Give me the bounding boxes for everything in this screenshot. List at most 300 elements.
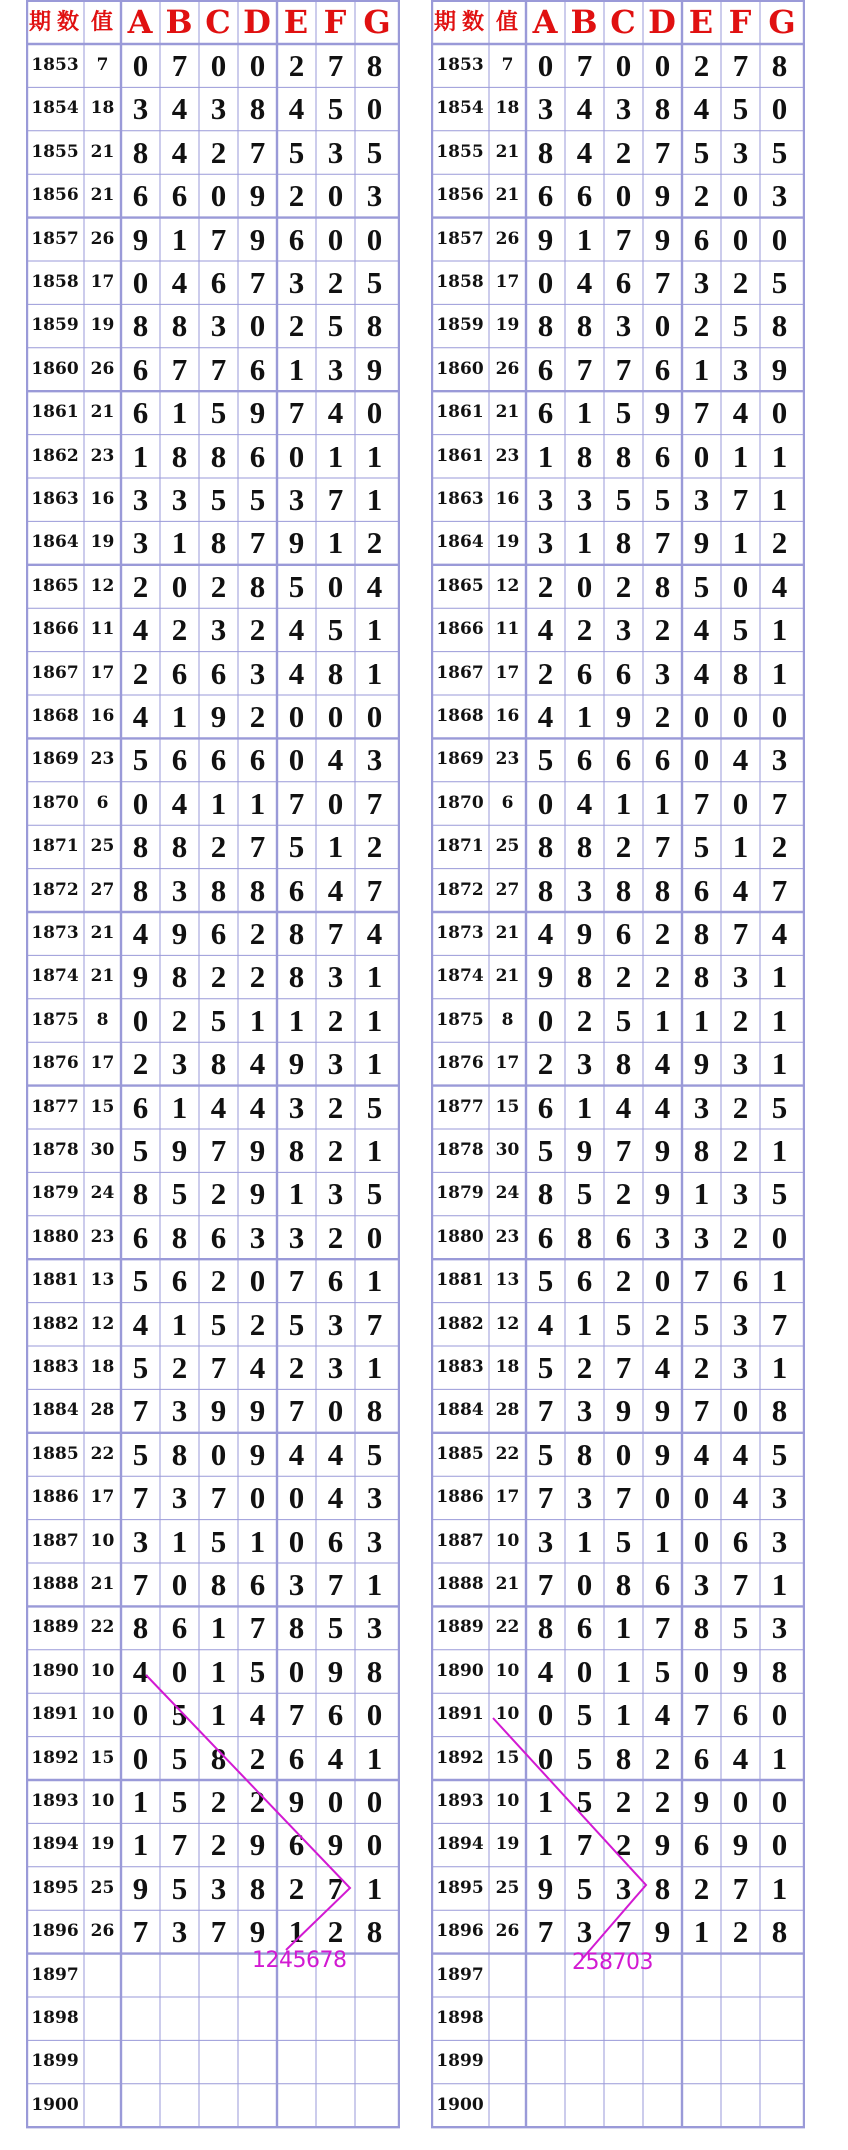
- digit-cell: 8: [615, 525, 632, 561]
- digit-cell: 4: [132, 1653, 149, 1689]
- sum-value: 11: [495, 619, 520, 640]
- digit-cell: 1: [771, 655, 788, 691]
- digit-cell: 3: [693, 482, 710, 517]
- digit-cell: 8: [693, 916, 710, 951]
- digit-cell: 4: [327, 395, 344, 431]
- digit-cell: 8: [171, 438, 188, 474]
- digit-cell: 2: [210, 829, 227, 865]
- sum-value: 26: [495, 228, 520, 249]
- digit-cell: 9: [654, 1914, 671, 1950]
- digit-cell: 8: [366, 1393, 383, 1429]
- digit-cell: 0: [327, 785, 344, 821]
- issue-number: 1853: [436, 55, 484, 75]
- digit-cell: 8: [576, 1436, 593, 1472]
- digit-cell: 7: [249, 525, 266, 561]
- issue-number: 1887: [436, 1530, 484, 1551]
- digit-cell: 5: [171, 1740, 188, 1776]
- digit-cell: 4: [132, 916, 149, 951]
- issue-number: 1891: [436, 1704, 484, 1725]
- sum-value: 21: [90, 966, 115, 987]
- digit-cell: 4: [576, 265, 593, 300]
- digit-cell: 0: [249, 48, 266, 83]
- digit-cell: 5: [366, 265, 383, 300]
- digit-cell: 1: [366, 959, 383, 995]
- digit-cell: 1: [537, 438, 554, 474]
- digit-cell: 1: [771, 1350, 788, 1385]
- digit-cell: 7: [693, 785, 710, 821]
- digit-cell: 5: [366, 1436, 383, 1472]
- header-cell: C: [205, 3, 231, 41]
- digit-cell: 8: [132, 1176, 149, 1212]
- annotation-polyline: [493, 1718, 646, 1958]
- sum-value: 21: [495, 402, 520, 423]
- digit-cell: 8: [288, 1133, 305, 1168]
- digit-cell: 0: [210, 48, 227, 83]
- digit-cell: 2: [615, 1263, 632, 1299]
- digit-cell: 1: [615, 1697, 632, 1733]
- digit-cell: 0: [771, 91, 788, 127]
- sum-value: 15: [90, 1747, 115, 1768]
- digit-cell: 8: [171, 1219, 188, 1255]
- sum-value: 17: [495, 1487, 520, 1508]
- issue-number: 1869: [31, 749, 79, 770]
- digit-cell: 9: [249, 178, 266, 214]
- digit-cell: 5: [132, 1263, 149, 1299]
- digit-cell: 3: [132, 1523, 149, 1559]
- digit-cell: 6: [537, 1089, 554, 1125]
- digit-cell: 0: [732, 178, 749, 214]
- digit-cell: 6: [576, 742, 593, 778]
- digit-cell: 8: [693, 1610, 710, 1646]
- digit-cell: 3: [171, 1393, 188, 1429]
- digit-cell: 8: [771, 308, 788, 344]
- issue-number: 1861: [31, 402, 79, 423]
- issue-number: 1881: [436, 1270, 484, 1291]
- digit-cell: 4: [288, 612, 305, 648]
- digit-cell: 1: [771, 1567, 788, 1602]
- digit-cell: 2: [327, 1002, 344, 1038]
- issue-number: 1875: [436, 1009, 484, 1030]
- digit-cell: 1: [171, 221, 188, 257]
- digit-cell: 6: [210, 742, 227, 778]
- digit-cell: 3: [249, 1219, 266, 1255]
- header-cell: E: [283, 3, 309, 41]
- sum-value: 21: [90, 141, 115, 162]
- digit-cell: 3: [732, 1350, 749, 1385]
- digit-cell: 2: [732, 1133, 749, 1168]
- digit-cell: 7: [615, 1133, 632, 1168]
- digit-cell: 2: [615, 1176, 632, 1212]
- digit-cell: 2: [615, 1784, 632, 1819]
- digit-cell: 5: [249, 1653, 266, 1689]
- digit-cell: 6: [210, 1219, 227, 1255]
- digit-cell: 4: [771, 568, 788, 604]
- digit-cell: 6: [732, 1263, 749, 1299]
- digit-cell: 2: [537, 1046, 554, 1082]
- digit-cell: 3: [288, 265, 305, 300]
- digit-cell: 2: [327, 1219, 344, 1255]
- digit-cell: 5: [693, 1306, 710, 1342]
- sum-value: 23: [90, 1226, 115, 1247]
- digit-cell: 1: [537, 1827, 554, 1863]
- digit-cell: 5: [537, 1263, 554, 1299]
- header-cell: G: [768, 3, 796, 41]
- digit-cell: 6: [615, 1219, 632, 1255]
- digit-cell: 1: [771, 959, 788, 995]
- sum-value: 25: [495, 836, 520, 857]
- digit-cell: 1: [693, 351, 710, 387]
- issue-number: 1877: [436, 1096, 484, 1117]
- digit-cell: 5: [537, 1350, 554, 1385]
- digit-cell: 4: [327, 742, 344, 778]
- digit-cell: 7: [732, 48, 749, 83]
- digit-cell: 7: [654, 525, 671, 561]
- digit-cell: 5: [732, 91, 749, 127]
- digit-cell: 8: [576, 308, 593, 344]
- digit-cell: 1: [576, 699, 593, 734]
- issue-number: 1864: [436, 532, 484, 553]
- digit-cell: 3: [210, 308, 227, 344]
- sum-value: 18: [495, 1357, 520, 1377]
- header-cell: D: [648, 3, 676, 41]
- digit-cell: 1: [366, 1002, 383, 1038]
- digit-cell: 7: [576, 351, 593, 387]
- digit-cell: 0: [732, 699, 749, 734]
- issue-number: 1888: [31, 1574, 79, 1594]
- right-annotation-lines: [431, 0, 805, 2150]
- digit-cell: 7: [288, 1263, 305, 1299]
- digit-cell: 7: [327, 916, 344, 951]
- digit-cell: 2: [249, 612, 266, 648]
- digit-cell: 7: [327, 48, 344, 83]
- digit-cell: 7: [732, 1567, 749, 1602]
- sum-value: 26: [90, 228, 115, 249]
- digit-cell: 2: [654, 1306, 671, 1342]
- issue-number: 1867: [31, 662, 79, 683]
- annotation-polyline: [146, 1675, 350, 1950]
- digit-cell: 8: [615, 1567, 632, 1602]
- digit-cell: 7: [249, 134, 266, 170]
- digit-cell: 5: [288, 568, 305, 604]
- digit-cell: 1: [288, 1002, 305, 1038]
- digit-cell: 1: [732, 829, 749, 865]
- digit-cell: 0: [327, 221, 344, 257]
- digit-cell: 3: [327, 1306, 344, 1342]
- digit-cell: 1: [366, 612, 383, 648]
- digit-cell: 4: [654, 1046, 671, 1082]
- digit-cell: 9: [288, 525, 305, 561]
- digit-cell: 3: [693, 265, 710, 300]
- digit-cell: 0: [537, 265, 554, 300]
- digit-cell: 1: [771, 482, 788, 517]
- digit-cell: 8: [615, 1046, 632, 1082]
- digit-cell: 6: [171, 1610, 188, 1646]
- digit-cell: 3: [288, 1219, 305, 1255]
- digit-cell: 4: [366, 916, 383, 951]
- sum-value: 18: [495, 98, 520, 119]
- digit-cell: 2: [771, 829, 788, 865]
- digit-cell: 3: [366, 178, 383, 214]
- sum-value: 12: [90, 575, 115, 596]
- digit-cell: 1: [210, 785, 227, 821]
- digit-cell: 6: [654, 351, 671, 387]
- digit-cell: 3: [576, 1480, 593, 1516]
- digit-cell: 1: [576, 1089, 593, 1125]
- sum-value: 17: [90, 662, 115, 683]
- digit-cell: 2: [732, 265, 749, 300]
- digit-cell: 8: [249, 568, 266, 604]
- digit-cell: 9: [249, 395, 266, 431]
- sum-value: 26: [90, 1921, 115, 1942]
- digit-cell: 5: [771, 1089, 788, 1125]
- sum-value: 16: [495, 489, 520, 509]
- digit-cell: 4: [732, 1480, 749, 1516]
- digit-cell: 9: [132, 959, 149, 995]
- digit-cell: 2: [732, 1002, 749, 1038]
- digit-cell: 6: [693, 221, 710, 257]
- digit-cell: 5: [771, 1436, 788, 1472]
- digit-cell: 9: [249, 1827, 266, 1863]
- digit-cell: 5: [771, 1176, 788, 1212]
- digit-cell: 7: [288, 785, 305, 821]
- digit-cell: 8: [171, 959, 188, 995]
- sum-value: 16: [90, 706, 115, 726]
- digit-cell: 8: [210, 872, 227, 908]
- issue-number: 1874: [31, 966, 79, 987]
- digit-cell: 3: [732, 351, 749, 387]
- digit-cell: 0: [693, 438, 710, 474]
- sum-value: 10: [90, 1791, 115, 1811]
- sum-value: 7: [96, 55, 109, 75]
- digit-cell: 4: [132, 1306, 149, 1342]
- digit-cell: 9: [654, 1393, 671, 1429]
- digit-cell: 2: [537, 568, 554, 604]
- digit-cell: 1: [249, 1523, 266, 1559]
- sum-value: 21: [495, 1574, 520, 1594]
- digit-cell: 9: [327, 1827, 344, 1863]
- digit-cell: 0: [576, 568, 593, 604]
- digit-cell: 6: [171, 742, 188, 778]
- digit-cell: 6: [249, 438, 266, 474]
- digit-cell: 0: [132, 1740, 149, 1776]
- digit-cell: 2: [210, 1827, 227, 1863]
- digit-cell: 6: [132, 178, 149, 214]
- digit-cell: 4: [732, 1740, 749, 1776]
- digit-cell: 1: [210, 1697, 227, 1733]
- digit-cell: 5: [771, 134, 788, 170]
- digit-cell: 7: [171, 1827, 188, 1863]
- sum-value: 10: [90, 1530, 115, 1551]
- sum-value: 17: [90, 1053, 115, 1074]
- digit-cell: 1: [288, 1914, 305, 1950]
- digit-cell: 0: [732, 221, 749, 257]
- digit-cell: 4: [654, 1089, 671, 1125]
- digit-cell: 5: [615, 1002, 632, 1038]
- digit-cell: 0: [771, 1784, 788, 1819]
- sum-value: 17: [90, 272, 115, 292]
- digit-cell: 7: [615, 221, 632, 257]
- digit-cell: 6: [132, 1089, 149, 1125]
- sum-value: 26: [495, 358, 520, 379]
- digit-cell: 4: [771, 916, 788, 951]
- digit-cell: 6: [693, 1740, 710, 1776]
- issue-number: 1870: [436, 792, 484, 813]
- digit-cell: 9: [654, 1133, 671, 1168]
- digit-cell: 8: [171, 1436, 188, 1472]
- digit-cell: 1: [771, 1740, 788, 1776]
- digit-cell: 3: [327, 1176, 344, 1212]
- digit-cell: 3: [732, 1176, 749, 1212]
- digit-cell: 8: [132, 134, 149, 170]
- issue-number: 1872: [31, 879, 79, 900]
- digit-cell: 1: [732, 525, 749, 561]
- digit-cell: 3: [732, 1046, 749, 1082]
- sum-value: 8: [96, 1009, 109, 1030]
- digit-cell: 4: [732, 1436, 749, 1472]
- sum-value: 15: [90, 1096, 115, 1117]
- digit-cell: 6: [210, 655, 227, 691]
- issue-number: 1858: [436, 272, 484, 292]
- issue-number: 1877: [31, 1096, 79, 1117]
- digit-cell: 1: [366, 1263, 383, 1299]
- digit-cell: 3: [732, 134, 749, 170]
- digit-cell: 6: [693, 872, 710, 908]
- left-annotation-lines: [26, 0, 400, 2150]
- digit-cell: 0: [132, 265, 149, 300]
- digit-cell: 0: [210, 178, 227, 214]
- digit-cell: 1: [693, 1176, 710, 1212]
- digit-cell: 8: [732, 655, 749, 691]
- digit-cell: 5: [249, 482, 266, 517]
- digit-cell: 1: [249, 785, 266, 821]
- digit-cell: 6: [615, 916, 632, 951]
- sum-value: 7: [501, 55, 514, 75]
- digit-cell: 7: [732, 916, 749, 951]
- digit-cell: 2: [576, 1002, 593, 1038]
- digit-cell: 2: [132, 1046, 149, 1082]
- digit-cell: 7: [288, 1393, 305, 1429]
- header-cell: D: [243, 3, 271, 41]
- issue-number: 1853: [31, 55, 79, 75]
- digit-cell: 3: [210, 612, 227, 648]
- sum-value: 19: [495, 1834, 520, 1855]
- digit-cell: 7: [576, 48, 593, 83]
- issue-number: 1857: [436, 228, 484, 249]
- issue-number: 1900: [436, 2094, 484, 2115]
- digit-cell: 2: [288, 1350, 305, 1385]
- digit-cell: 4: [171, 134, 188, 170]
- sum-value: 23: [90, 749, 115, 770]
- digit-cell: 4: [249, 1089, 266, 1125]
- digit-cell: 4: [132, 612, 149, 648]
- sum-value: 17: [495, 272, 520, 292]
- digit-cell: 3: [615, 308, 632, 344]
- digit-cell: 0: [366, 1219, 383, 1255]
- digit-cell: 9: [732, 1827, 749, 1863]
- issue-number: 1861: [436, 445, 484, 466]
- digit-cell: 1: [327, 525, 344, 561]
- digit-cell: 2: [771, 525, 788, 561]
- digit-cell: 8: [771, 48, 788, 83]
- digit-cell: 0: [771, 395, 788, 431]
- digit-cell: 6: [654, 1567, 671, 1602]
- digit-cell: 4: [288, 1436, 305, 1472]
- digit-cell: 7: [132, 1914, 149, 1950]
- digit-cell: 8: [171, 308, 188, 344]
- issue-number: 1872: [436, 879, 484, 900]
- digit-cell: 0: [366, 395, 383, 431]
- sum-value: 21: [495, 185, 520, 206]
- digit-cell: 7: [327, 482, 344, 517]
- digit-cell: 8: [210, 1567, 227, 1602]
- digit-cell: 9: [615, 1393, 632, 1429]
- digit-cell: 1: [288, 1176, 305, 1212]
- digit-cell: 4: [576, 785, 593, 821]
- issue-number: 1867: [436, 662, 484, 683]
- digit-cell: 2: [327, 1133, 344, 1168]
- digit-cell: 4: [210, 1089, 227, 1125]
- issue-number: 1871: [436, 836, 484, 857]
- digit-cell: 0: [615, 1436, 632, 1472]
- digit-cell: 0: [654, 1263, 671, 1299]
- digit-cell: 8: [132, 1610, 149, 1646]
- digit-cell: 1: [771, 612, 788, 648]
- digit-cell: 4: [693, 655, 710, 691]
- digit-cell: 2: [576, 1350, 593, 1385]
- digit-cell: 1: [327, 438, 344, 474]
- digit-cell: 3: [132, 525, 149, 561]
- digit-cell: 6: [171, 655, 188, 691]
- digit-cell: 1: [693, 1914, 710, 1950]
- digit-cell: 7: [654, 265, 671, 300]
- digit-cell: 5: [732, 308, 749, 344]
- sum-value: 21: [495, 966, 520, 987]
- digit-cell: 1: [771, 1002, 788, 1038]
- digit-cell: 5: [732, 612, 749, 648]
- digit-cell: 7: [132, 1567, 149, 1602]
- digit-cell: 8: [576, 829, 593, 865]
- digit-cell: 4: [537, 1306, 554, 1342]
- digit-cell: 3: [171, 1914, 188, 1950]
- sum-value: 19: [90, 1834, 115, 1855]
- sum-value: 25: [90, 836, 115, 857]
- digit-cell: 0: [771, 221, 788, 257]
- digit-cell: 4: [537, 1653, 554, 1689]
- digit-cell: 8: [366, 48, 383, 83]
- issue-number: 1895: [31, 1877, 79, 1898]
- digit-cell: 5: [771, 265, 788, 300]
- digit-cell: 6: [327, 1697, 344, 1733]
- digit-cell: 1: [366, 1740, 383, 1776]
- digit-cell: 5: [210, 1523, 227, 1559]
- digit-cell: 0: [615, 178, 632, 214]
- sum-value: 10: [495, 1791, 520, 1811]
- digit-cell: 9: [654, 395, 671, 431]
- sum-value: 10: [90, 1660, 115, 1681]
- digit-cell: 3: [771, 742, 788, 778]
- digit-cell: 1: [771, 1263, 788, 1299]
- digit-cell: 0: [537, 1697, 554, 1733]
- digit-cell: 0: [732, 785, 749, 821]
- issue-number: 1860: [436, 358, 484, 379]
- digit-cell: 5: [288, 829, 305, 865]
- digit-cell: 2: [288, 308, 305, 344]
- digit-cell: 4: [171, 265, 188, 300]
- digit-cell: 8: [210, 438, 227, 474]
- digit-cell: 8: [693, 959, 710, 995]
- digit-cell: 2: [693, 178, 710, 214]
- issue-number: 1854: [31, 98, 79, 119]
